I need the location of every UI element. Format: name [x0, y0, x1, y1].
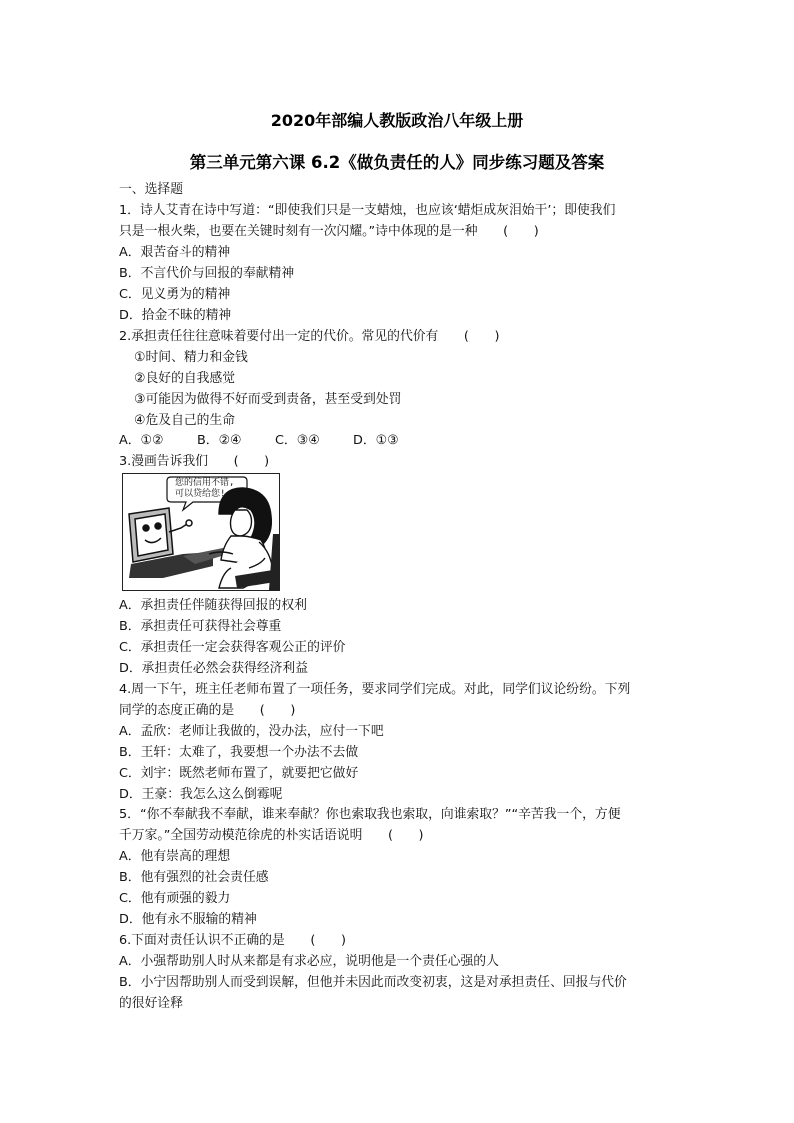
- q3-option-a: A．承担责任伴随获得回报的权利: [119, 598, 307, 613]
- q5-option-b: B．他有强烈的社会责任感: [119, 870, 269, 885]
- q2-option-b: B．②④: [197, 433, 242, 448]
- q2-item-3: ③可能因为做得不好而受到责备，甚至受到处罚: [134, 392, 402, 407]
- q1-option-a: A．艰苦奋斗的精神: [119, 245, 231, 260]
- q2-options-row: [119, 433, 399, 449]
- q4-option-b: B．王轩：太难了，我要想一个办法不去做: [119, 745, 359, 760]
- q1-stem-line1: 1．诗人艾青在诗中写道：“即使我们只是一支蜡烛，也应该‘蜡炬成灰泪始干’；即使我们: [119, 203, 616, 218]
- document-subtitle: 第三单元第六课 6.2《做负责任的人》同步练习题及答案: [189, 153, 605, 172]
- q4-stem-line1: 4.周一下午，班主任老师布置了一项任务，要求同学们完成。对此，同学们议论纷纷。下列: [119, 682, 631, 697]
- section-heading: 一、选择题: [119, 182, 183, 197]
- q3-option-b: B．承担责任可获得社会尊重: [119, 619, 282, 634]
- q2-stem: 2.承担责任往往意味着要付出一定的代价。常见的代价有 ( ): [119, 329, 500, 344]
- q2-item-1: ①时间、精力和金钱: [134, 350, 248, 365]
- q4-option-d: D．王豪：我怎么这么倒霉呢: [119, 787, 283, 802]
- q6-option-b-line1: B．小宁因帮助别人而受到误解，但他并未因此而改变初衷，这是对承担责任、回报与代价: [119, 975, 627, 990]
- q5-stem-line2: 千万家。”全国劳动模范徐虎的朴实话语说明 ( ): [119, 828, 424, 843]
- q2-option-c: C．③④: [275, 433, 320, 448]
- q1-option-c: C．见义勇为的精神: [119, 287, 231, 302]
- q6-stem: 6.下面对责任认识不正确的是 ( ): [119, 933, 346, 948]
- q6-option-b-line2: 的很好诠释: [119, 996, 183, 1011]
- q5-option-a: A．他有崇高的理想: [119, 849, 231, 864]
- q3-option-d: D．承担责任必然会获得经济利益: [119, 661, 309, 676]
- q4-option-c: C．刘宇：既然老师布置了，就要把它做好: [119, 766, 359, 781]
- bubble-line1: 您的信用不错,: [175, 478, 235, 488]
- q4-option-a: A．孟欣：老师让我做的，没办法，应付一下吧: [119, 724, 384, 739]
- q2-option-a: A．①②: [119, 433, 164, 448]
- q3-stem: 3.漫画告诉我们 ( ): [119, 454, 270, 469]
- cartoon-image: [122, 473, 280, 591]
- q1-option-b: B．不言代价与回报的奉献精神: [119, 266, 295, 281]
- q3-option-c: C．承担责任一定会获得客观公正的评价: [119, 640, 346, 655]
- document-title: 2020年部编人教版政治八年级上册: [270, 111, 524, 130]
- q5-option-d: D．他有永不服输的精神: [119, 912, 257, 927]
- q2-item-2: ②良好的自我感觉: [134, 371, 236, 386]
- cartoon-speech-bubble: [175, 478, 241, 500]
- q2-item-4: ④危及自己的生命: [134, 413, 236, 428]
- q5-option-c: C．他有顽强的毅力: [119, 891, 231, 906]
- q2-option-d: D．①③: [353, 433, 399, 448]
- q4-stem-line2: 同学的态度正确的是 ( ): [119, 703, 296, 718]
- q1-option-d: D．拾金不昧的精神: [119, 308, 232, 323]
- q1-stem-line2: 只是一根火柴，也要在关键时刻有一次闪耀。”诗中体现的是一种 ( ): [119, 224, 539, 239]
- q6-option-a: A．小强帮助别人时从来都是有求必应，说明他是一个责任心强的人: [119, 954, 499, 969]
- bubble-line2: 可以贷给您!: [175, 489, 226, 499]
- q5-stem-line1: 5．“你不奉献我不奉献，谁来奉献？你也索取我也索取，向谁索取？”“辛苦我一个，方便: [119, 807, 621, 822]
